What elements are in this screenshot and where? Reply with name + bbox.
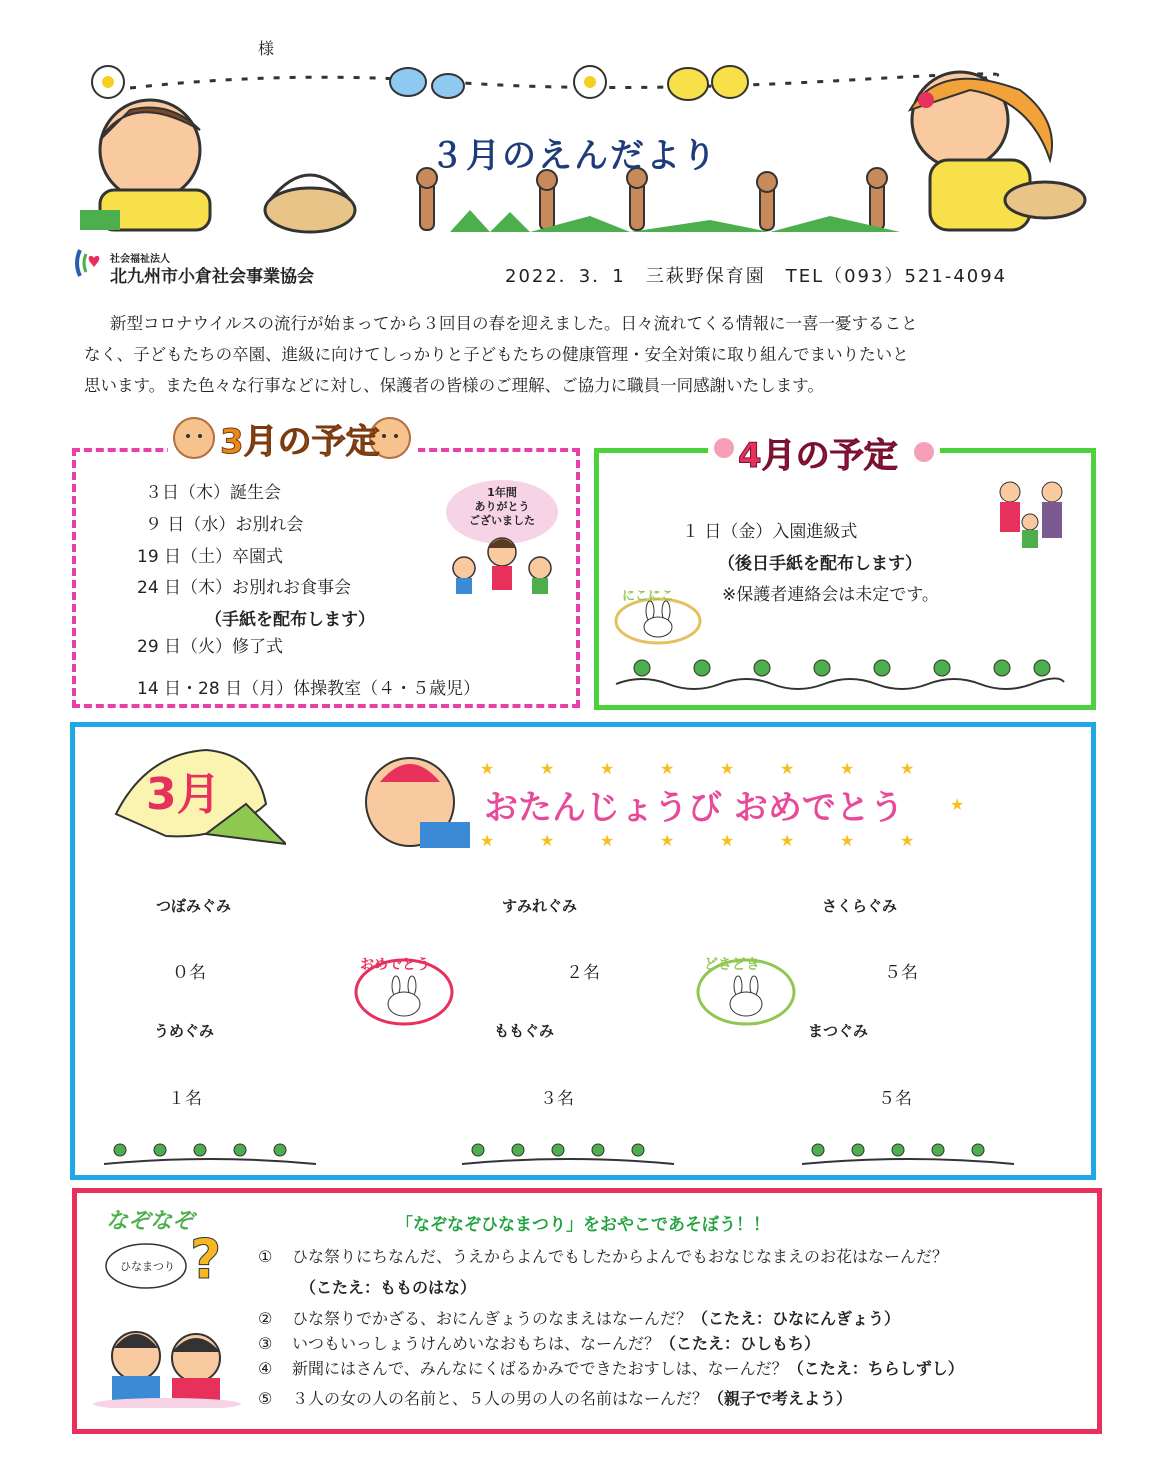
card-text-line: 1年間	[487, 486, 517, 499]
thank-you-card-illustration	[440, 478, 564, 598]
svg-text:★: ★	[840, 759, 855, 778]
intro-line: 新型コロナウイルスの流行が始まってから３回目の春を迎えました。日々流れてくる情報に一喜一憂すること	[110, 314, 918, 333]
riddle-number: ⑤	[258, 1389, 273, 1408]
page-title: ３月のえんだより	[430, 136, 718, 176]
april-item: １ 日（金）入園進級式	[682, 522, 858, 542]
riddle-number: ①	[258, 1247, 273, 1266]
riddle-question	[258, 1331, 820, 1354]
class-count: ３名	[540, 1089, 574, 1109]
march-item-note: （手紙を配布します）	[205, 610, 375, 630]
boy-illustration	[80, 100, 210, 230]
class-name: ももぐみ	[494, 1022, 555, 1040]
svg-text:★: ★	[480, 759, 495, 778]
card-text-line: ございました	[469, 514, 535, 527]
stamp-text: おめでとう	[360, 957, 430, 973]
riddle-question	[258, 1244, 948, 1267]
organization-type: 社会福祉法人	[110, 254, 170, 265]
stamp-text: どきどき	[704, 957, 760, 973]
class-count: ５名	[884, 963, 918, 983]
svg-text:★: ★	[780, 759, 795, 778]
riddle-question	[258, 1306, 900, 1329]
march-heading-text: 3月の予定	[220, 422, 380, 462]
butterfly-icon	[390, 68, 464, 98]
class-name: まつぐみ	[808, 1022, 869, 1040]
svg-text:★: ★	[540, 759, 555, 778]
flower-icon	[574, 66, 606, 98]
riddle-answer: （こたえ：ひなにんぎょう）	[692, 1309, 901, 1328]
organization-logo-icon	[72, 246, 106, 280]
clover-border-icon	[100, 1136, 1016, 1172]
svg-text:★: ★	[600, 831, 615, 850]
butterfly-icon	[668, 66, 748, 100]
april-item-note: （後日手紙を配布します）	[718, 554, 922, 574]
svg-text:★: ★	[600, 759, 615, 778]
riddle-text: ひな祭りにちなんだ、うえからよんでもしたからよんでもおなじなまえのお花はなーんだ？	[292, 1247, 949, 1266]
svg-text:★: ★	[900, 831, 915, 850]
stamp-text: にこにこ	[622, 589, 675, 604]
svg-text:★: ★	[900, 759, 915, 778]
omedetou-stamp	[352, 948, 456, 1028]
riddle-question	[258, 1386, 852, 1409]
class-name: つぼみぐみ	[156, 897, 232, 915]
class-name: すみれぐみ	[502, 897, 578, 915]
intro-paragraph	[84, 308, 1074, 401]
riddle-badge	[98, 1204, 238, 1300]
march-item: 19 日（土）卒園式	[137, 547, 284, 567]
riddle-text: いつもいっしょうけんめいなおもちは、なーんだ？	[292, 1334, 661, 1353]
riddle-number: ②	[258, 1309, 273, 1328]
april-heading	[708, 424, 940, 476]
riddle-text: ひな祭りでかざる、おにんぎょうのなまえはなーんだ？	[292, 1309, 693, 1328]
april-heading-text: 4月の予定	[738, 436, 898, 476]
riddle-question	[258, 1356, 964, 1379]
hina-dolls-illustration	[92, 1316, 242, 1408]
svg-text:★: ★	[720, 831, 735, 850]
svg-text:?: ?	[190, 1228, 222, 1291]
birthday-banner	[360, 752, 966, 852]
riddle-text: 新聞にはさんで、みんなにくばるかみでできたおすしは、なーんだ？	[292, 1359, 788, 1378]
riddle-number: ④	[258, 1359, 273, 1378]
class-count: ５名	[878, 1089, 912, 1109]
nikoniko-stamp	[612, 585, 704, 645]
svg-text:★: ★	[660, 831, 675, 850]
birthday-banner-text: おたんじょうび おめでとう	[484, 788, 904, 828]
class-name: さくらぐみ	[822, 897, 898, 915]
riddle-number: ③	[258, 1334, 273, 1353]
march-item: 14 日・28 日（月）体操教室（４・５歳児）	[137, 679, 481, 699]
riddle-answer: （こたえ：もものはな）	[300, 1278, 477, 1297]
flower-icon	[92, 66, 124, 98]
clover-border-icon	[612, 652, 1068, 694]
svg-text:★: ★	[540, 831, 555, 850]
month-label: 3月	[146, 769, 221, 820]
class-count: ０名	[172, 963, 206, 983]
intro-line: なく、子どもたちの卒園、進級に向けてしっかりと子どもたちの健康管理・安全対策に取り組んでまいりたいと	[84, 345, 909, 364]
svg-text:★: ★	[780, 831, 795, 850]
intro-line: 思います。また色々な行事などに対し、保護者の皆様のご理解、ご協力に職員一同感謝いたします。	[84, 376, 824, 395]
riddle-text: ３人の女の人の名前と、５人の男の人の名前はなーんだ？	[292, 1389, 709, 1408]
march-item: ３日（木）誕生会	[145, 483, 281, 503]
class-count: ２名	[566, 963, 600, 983]
march-item: 24 日（木）お別れお食事会	[137, 578, 352, 598]
svg-text:★: ★	[840, 831, 855, 850]
svg-text:★: ★	[660, 759, 675, 778]
organization-name: 北九州市小倉社会事業協会	[110, 267, 314, 287]
march-item: ９ 日（水）お別れ会	[145, 515, 304, 535]
basket-icon	[265, 175, 355, 232]
svg-text:★: ★	[480, 831, 495, 850]
april-item: ※保護者連絡会は未定です。	[722, 585, 939, 605]
svg-text:★: ★	[720, 759, 735, 778]
svg-text:★: ★	[950, 795, 965, 814]
march-item: 29 日（火）修了式	[137, 637, 284, 657]
family-illustration	[990, 478, 1074, 556]
riddle-badge-sub: ひなまつり	[120, 1260, 175, 1273]
riddle-answer: （親子で考えよう）	[708, 1389, 853, 1408]
march-bud-badge	[106, 744, 286, 848]
class-name: うめぐみ	[154, 1022, 215, 1040]
march-heading	[168, 408, 418, 466]
woman-illustration	[910, 72, 1085, 230]
riddle-answer: （こたえ：ちらしずし）	[787, 1359, 964, 1378]
class-count: １名	[168, 1089, 202, 1109]
riddle-answer: （こたえ：ひしもち）	[660, 1334, 821, 1353]
card-text-line: ありがとう	[474, 500, 530, 513]
salutation: 様	[258, 39, 275, 58]
date-school-phone: 2022．3．1 三萩野保育園 TEL（093）521-4094	[505, 266, 1008, 287]
riddle-title: 「なぞなぞひなまつり」をおやこであそぼう！！	[396, 1215, 770, 1235]
riddle-badge-text: なぞなぞ	[106, 1209, 195, 1234]
dokidoki-stamp	[694, 948, 798, 1028]
